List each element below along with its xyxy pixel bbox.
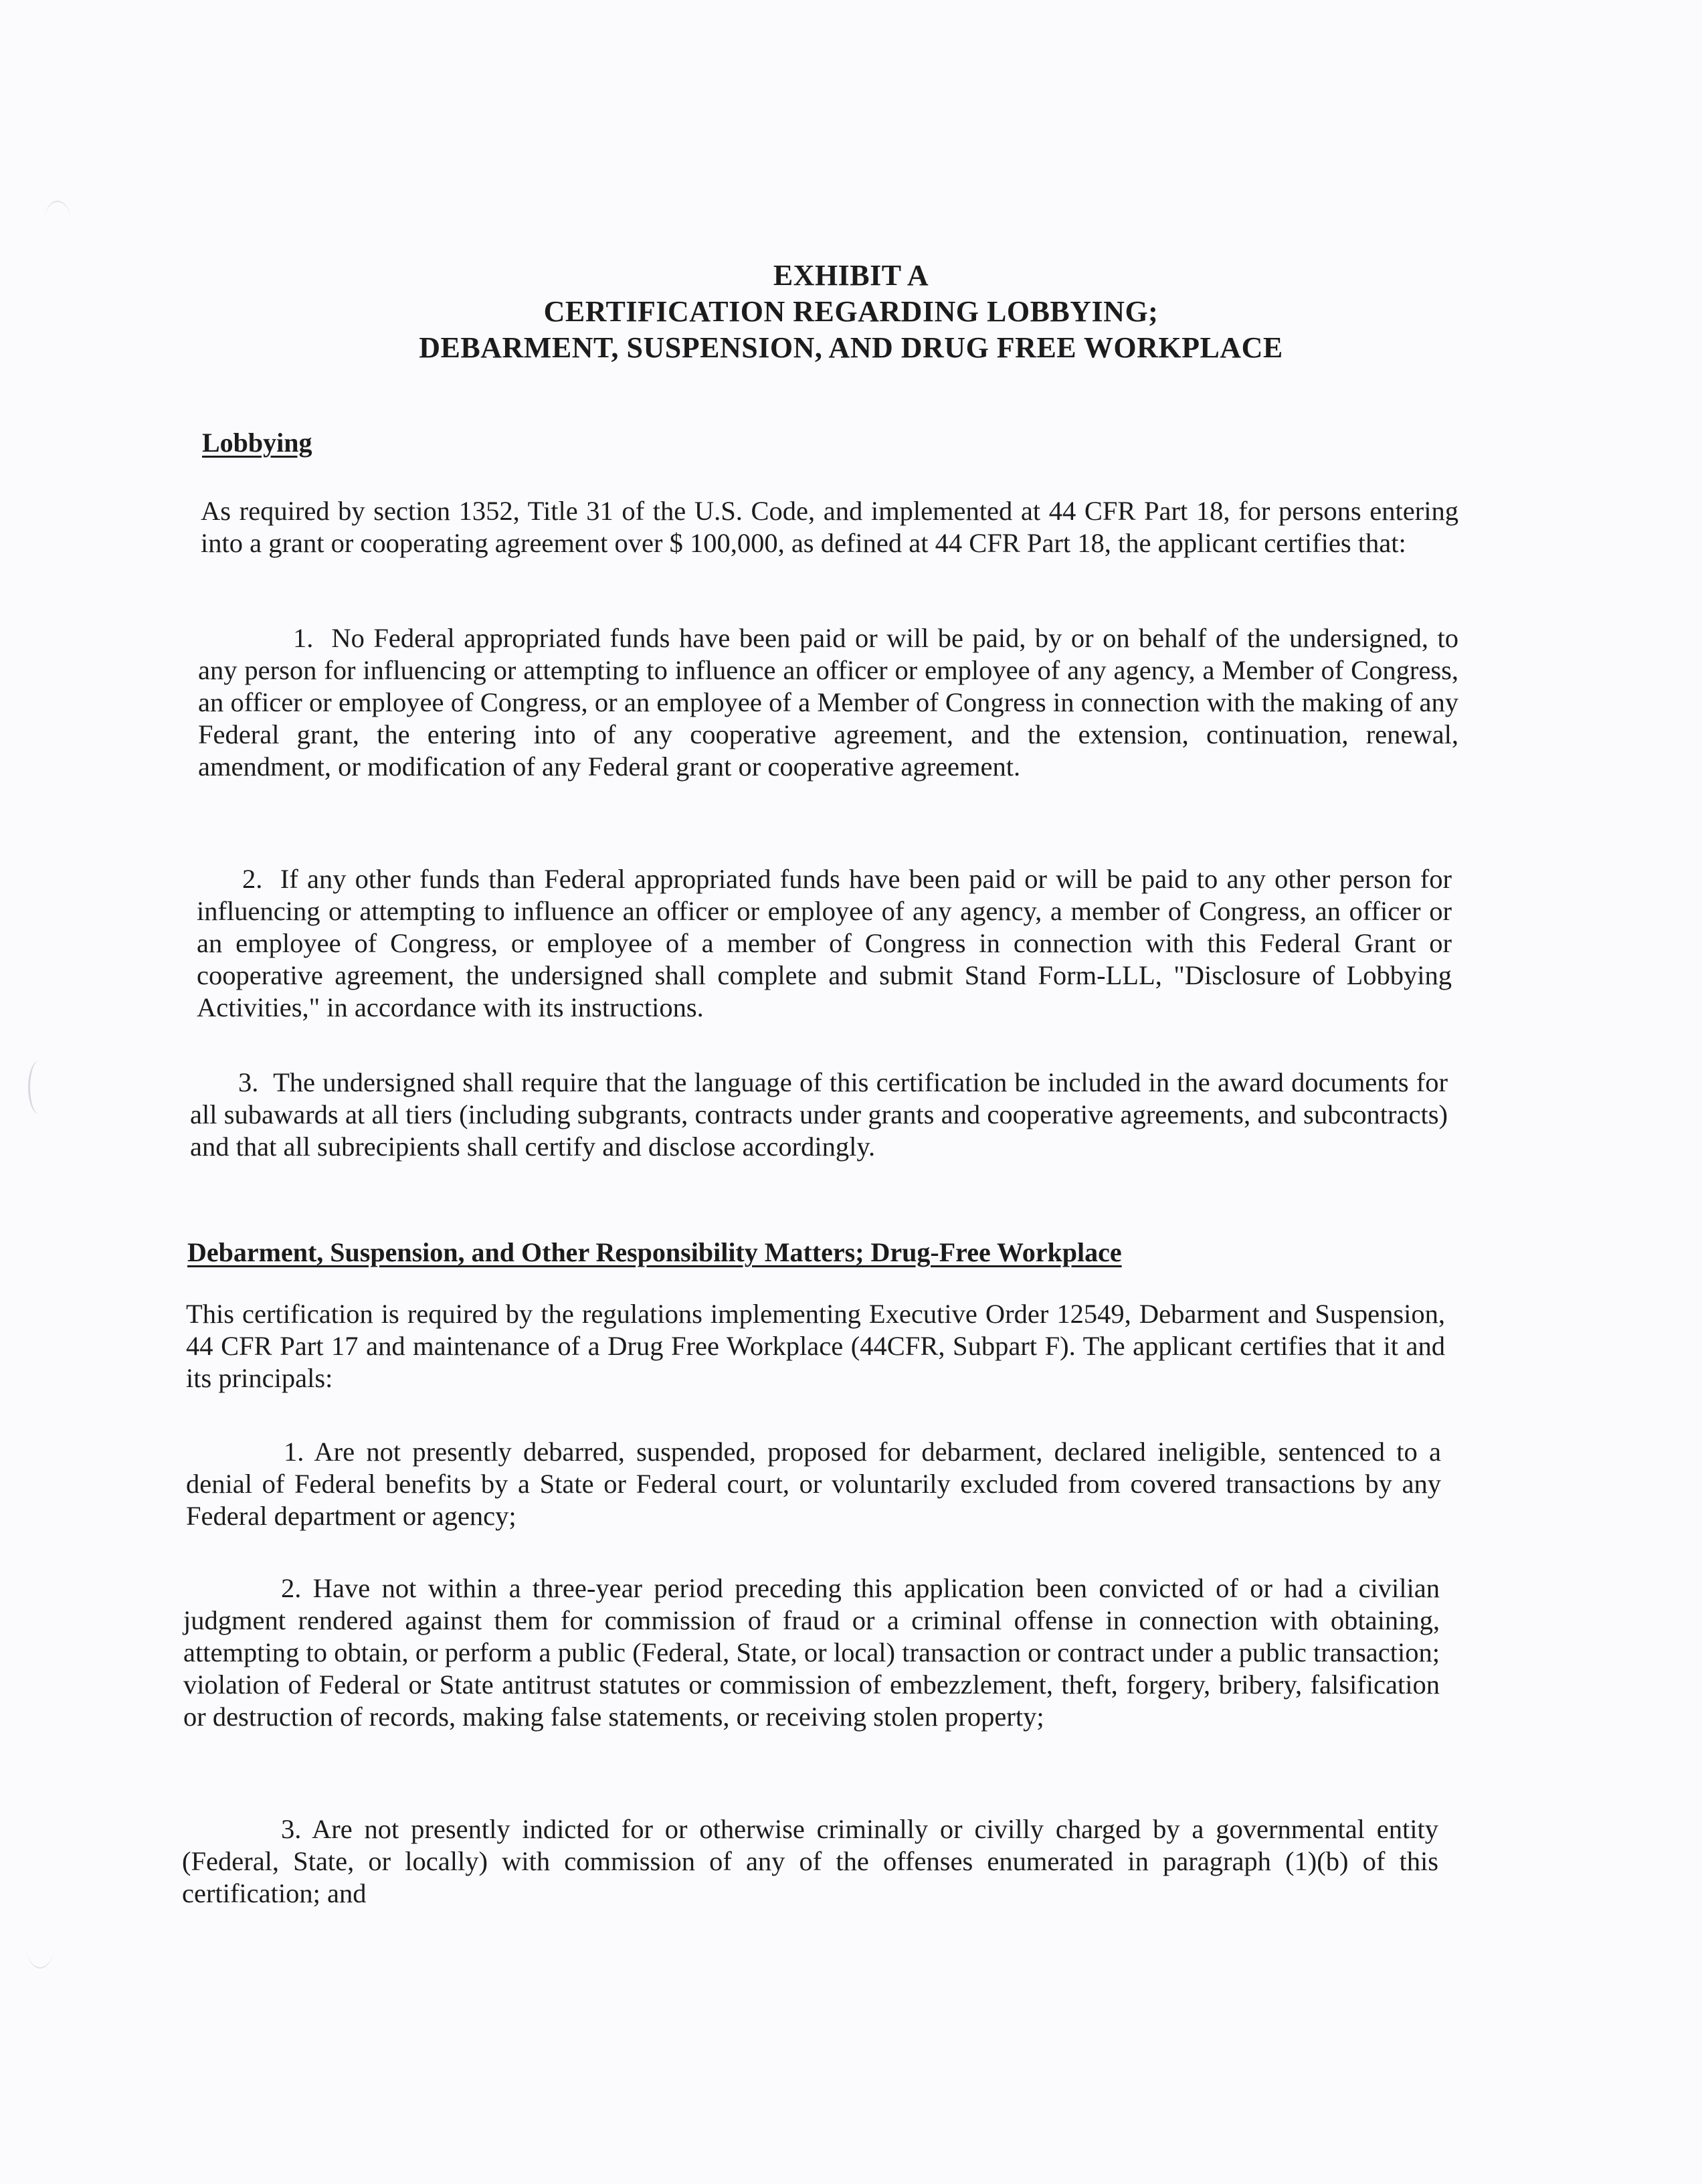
item-text: No Federal appropriated funds have been paid or will be paid, by or on behalf of the undersigned, to any person for influencing or attempting to influence an officer or employee of any agency, a Member of Congress, an officer or employee of Congress, or an employee of a Member of Congress in connection with the making of any Federal grant, the entering into of any cooperative agreement, and the extension, continuation, renewal, amendment, or modification of any Federal grant or cooperative agreement. xyxy=(198,623,1459,782)
document-title xyxy=(0,258,1702,366)
debarment-heading: Debarment, Suspension, and Other Responsibility Matters; Drug-Free Workplace xyxy=(187,1237,1122,1267)
debarment-item-3 xyxy=(182,1813,1438,1910)
item-number: 2. xyxy=(242,864,263,894)
scan-artifact xyxy=(27,1927,54,1969)
title-line-3: DEBARMENT, SUSPENSION, AND DRUG FREE WORKPLACE xyxy=(419,331,1283,364)
debarment-item-1 xyxy=(186,1436,1441,1532)
item-text: Are not presently indicted for or otherwise criminally or civilly charged by a governmental entity (Federal, State, or locally) with commission of any of the offenses enumerated in paragraph (1)(b) of this certification; and xyxy=(182,1814,1438,1908)
item-text: Are not presently debarred, suspended, proposed for debarment, declared ineligible, sentenced to a denial of Federal benefits by a State or Federal court, or voluntarily excluded from covered transactions by any Federal department or agency; xyxy=(186,1437,1441,1531)
item-number: 3. xyxy=(238,1067,259,1097)
lobbying-item-2 xyxy=(197,863,1452,1024)
item-text: The undersigned shall require that the language of this certification be included in the award documents for all subawards at all tiers (including subgrants, contracts under grants and cooperative agreements, and subcontracts) and that all subrecipients shall certify and disclose accordingly. xyxy=(190,1067,1448,1162)
lobbying-intro: As required by section 1352, Title 31 of the U.S. Code, and implemented at 44 CFR Part 18, for persons entering into a grant or cooperating agreement over $ 100,000, as defined at 44 CFR Part 18, the applicant certifies that: xyxy=(201,496,1458,558)
item-number: 3. xyxy=(281,1814,302,1844)
scan-artifact xyxy=(28,1061,50,1114)
title-line-1: EXHIBIT A xyxy=(773,259,929,292)
debarment-item-2 xyxy=(183,1572,1440,1733)
item-text: Have not within a three-year period preceding this application been convicted of or had a civilian judgment rendered against them for commission of fraud or a criminal offense in connection with obtaining, attempting to obtain, or perform a public (Federal, State, or local) transaction or contract under a public transaction; violation of Federal or State antitrust statutes or commission of embezzlement, theft, forgery, bribery, falsification or destruction of records, making false statements, or receiving stolen property; xyxy=(183,1573,1440,1732)
item-number: 2. xyxy=(281,1573,302,1603)
lobbying-heading: Lobbying xyxy=(202,428,312,458)
item-number: 1. xyxy=(293,623,314,653)
scan-artifact xyxy=(44,201,71,242)
item-number: 1. xyxy=(284,1437,304,1467)
item-text: If any other funds than Federal appropriated funds have been paid or will be paid to any other person for influencing or attempting to influence an officer or employee of any agency, a member of Congress, an officer or an employee of Congress, or employee of a member of Congress in connection with this Federal Grant or cooperative agreement, the undersigned shall complete and submit Stand Form-LLL, "Disclosure of Lobbying Activities," in accordance with its instructions. xyxy=(197,864,1452,1022)
title-line-2: CERTIFICATION REGARDING LOBBYING; xyxy=(543,295,1159,328)
lobbying-item-1 xyxy=(198,622,1458,783)
debarment-intro: This certification is required by the regulations implementing Executive Order 12549, Debarment and Suspension, 44 CFR Part 17 and maintenance of a Drug Free Workplace (44CFR, Subpart F). The applicant certifies that it and its principals: xyxy=(186,1299,1445,1393)
lobbying-item-3 xyxy=(190,1067,1448,1163)
